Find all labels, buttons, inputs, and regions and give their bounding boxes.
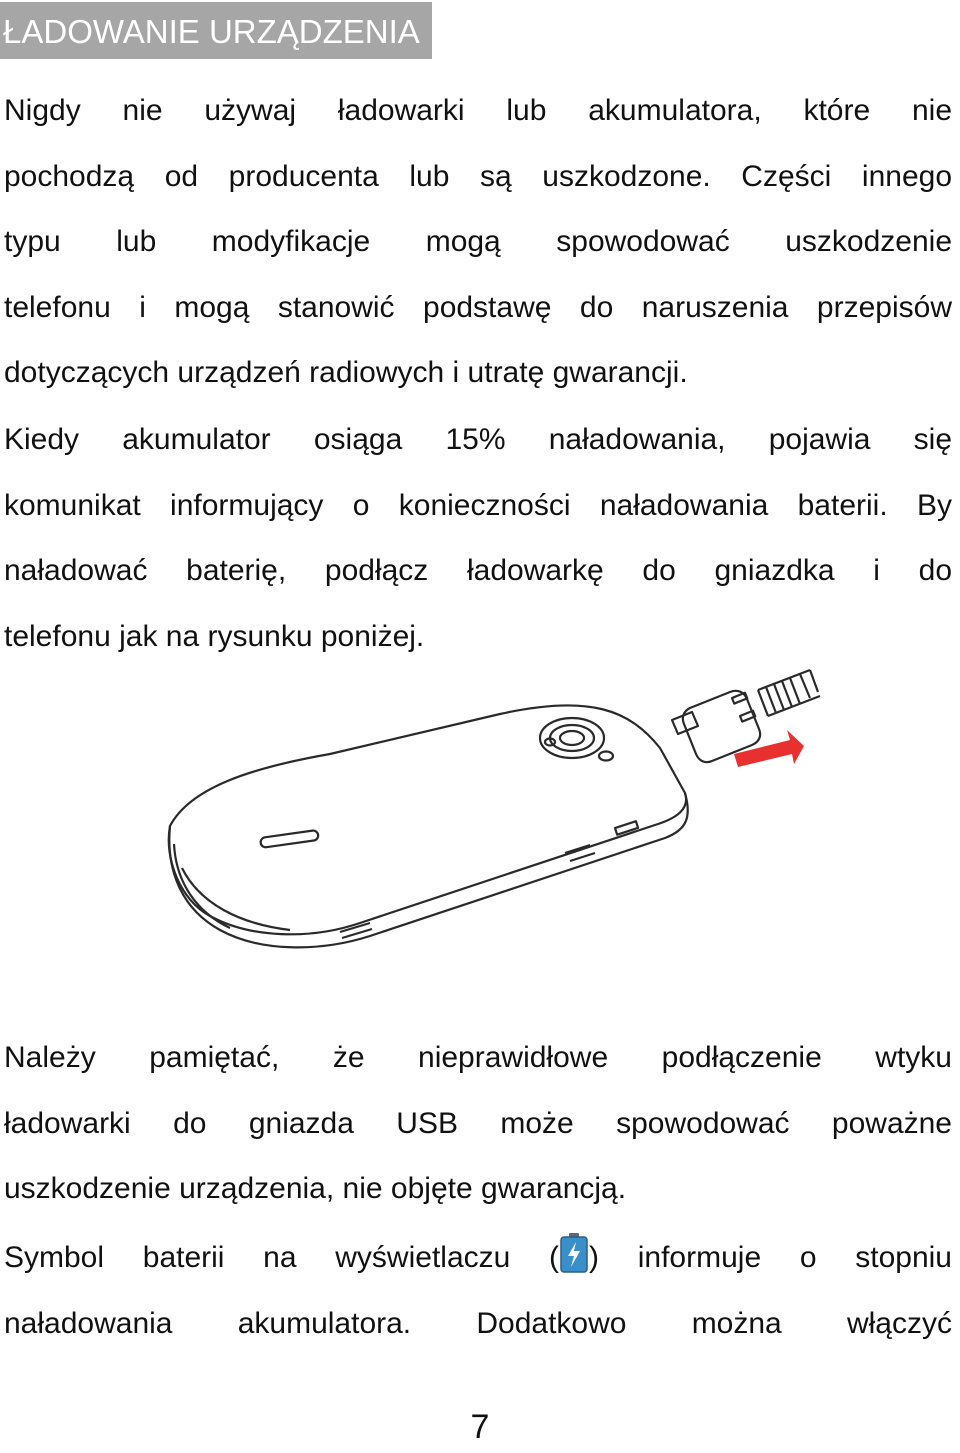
paragraph-battery-symbol [4, 1225, 952, 1356]
paragraph-usb-warning [4, 1025, 952, 1222]
paragraph-charging-instructions [4, 407, 952, 669]
paragraph-line: ładowarki do gniazda USB może spowodować poważne [4, 1106, 952, 1140]
battery-symbol-text-before: Symbol baterii na wyświetlaczu ( [4, 1241, 560, 1274]
paragraph-line: Kiedy akumulator osiąga 15% naładowania, pojawia się [4, 423, 952, 456]
paragraph-line: telefonu i mogą stanowić podstawę do naruszenia przepisów [4, 290, 952, 324]
paragraph-line: komunikat informujący o konieczności naładowania baterii. By [4, 488, 952, 522]
paragraph-line: uszkodzenie urządzenia, nie objęte gwarancją. [4, 1172, 627, 1205]
paragraph-line: telefonu jak na rysunku poniżej. [4, 619, 425, 653]
phone-usb-charging-icon [160, 668, 828, 960]
paragraph-line: typu lub modyfikacje mogą spowodować uszkodzenie [4, 225, 952, 258]
phone-charging-illustration [160, 668, 828, 960]
section-heading: ŁADOWANIE URZĄDZENIA [0, 2, 432, 59]
battery-symbol-text-after: ) informuje o stopniu [589, 1241, 952, 1274]
paragraph-line: dotyczących urządzeń radiowych i utratę gwarancji. [4, 356, 688, 389]
paragraph-line: pochodzą od producenta lub są uszkodzone. Części innego [4, 159, 952, 193]
page-number: 7 [470, 1408, 490, 1446]
paragraph-line: naładowania akumulatora. Dodatkowo można włączyć [4, 1306, 952, 1340]
paragraph-line [4, 1225, 952, 1291]
battery-charging-icon [559, 1233, 589, 1273]
paragraph-line: Nigdy nie używaj ładowarki lub akumulatora, które nie [4, 94, 952, 127]
paragraph-line: Należy pamiętać, że nieprawidłowe podłączenie wtyku [4, 1041, 952, 1074]
paragraph-line: naładować baterię, podłącz ładowarkę do gniazdka i do [4, 554, 952, 587]
paragraph-warning [4, 78, 952, 406]
